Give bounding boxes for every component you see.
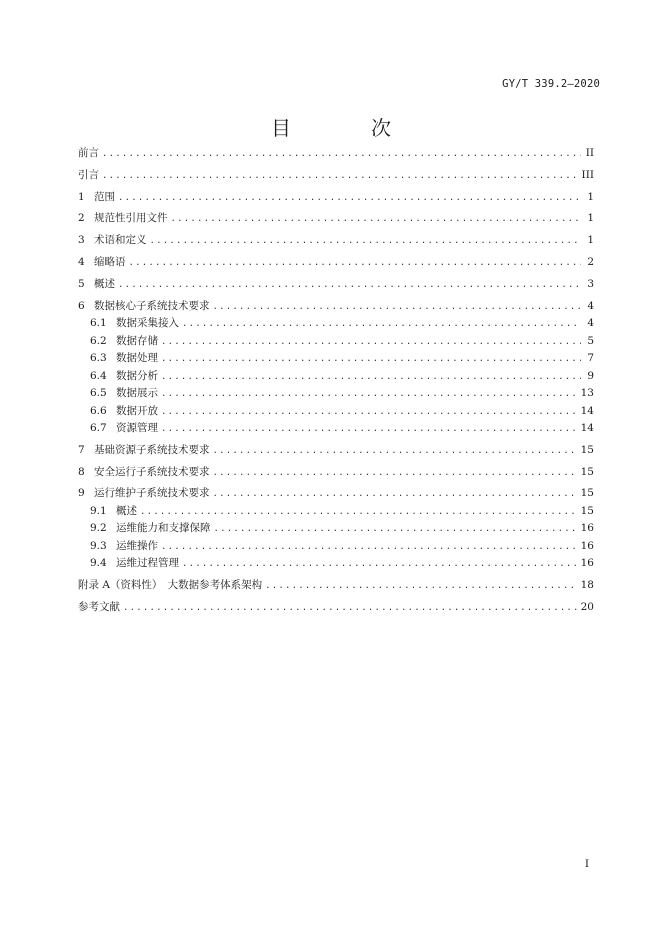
dot-leader	[161, 369, 581, 387]
table-of-contents	[78, 145, 594, 617]
toc-entry[interactable]	[78, 232, 594, 250]
dot-leader	[161, 351, 581, 369]
toc-entry[interactable]	[78, 385, 594, 403]
toc-entry-label: 运行维护子系统技术要求	[94, 487, 210, 500]
toc-entry-label: 前言	[78, 147, 99, 159]
dot-leader	[182, 316, 581, 334]
toc-entry-number: 5	[78, 277, 85, 290]
toc-entry[interactable]	[78, 538, 594, 556]
dot-leader	[213, 465, 578, 483]
toc-entry-label: 术语和定义	[94, 234, 147, 247]
toc-entry[interactable]	[78, 403, 594, 421]
dot-leader	[161, 404, 578, 422]
toc-entry[interactable]	[78, 577, 594, 595]
toc-entry-number: 3	[78, 234, 85, 247]
toc-entry[interactable]	[78, 167, 594, 185]
toc-entry-label: 运维能力和支撑保障	[116, 522, 211, 535]
toc-entry-page: 9	[587, 369, 594, 382]
toc-entry-page: 16	[580, 539, 594, 552]
toc-entry-page: III	[581, 168, 594, 181]
toc-entry-number: 9.1	[90, 504, 107, 517]
toc-entry[interactable]	[78, 442, 594, 460]
toc-entry-page: 1	[587, 234, 594, 247]
toc-entry-page: 18	[580, 579, 594, 592]
dot-leader	[213, 486, 578, 504]
toc-entry-label: 参考文献	[78, 601, 120, 614]
toc-entry-page: 4	[587, 299, 594, 312]
toc-entry-label: 运维过程管理	[116, 557, 179, 570]
dot-leader	[213, 299, 582, 317]
toc-entry-label: 数据采集接入	[116, 317, 179, 330]
toc-entry-number: 9.3	[90, 539, 107, 552]
toc-entry[interactable]	[78, 276, 594, 294]
toc-entry[interactable]	[78, 333, 594, 351]
toc-entry-number: 7	[78, 443, 85, 456]
toc-entry-label: 运维操作	[116, 539, 158, 552]
dot-leader	[102, 168, 579, 186]
dot-leader	[182, 556, 578, 574]
toc-entry-page: 3	[587, 277, 594, 290]
toc-entry-page: II	[585, 147, 594, 159]
toc-entry-label: 数据核心子系统技术要求	[94, 299, 210, 312]
dot-leader	[213, 443, 578, 461]
toc-entry-page: 13	[580, 387, 594, 400]
dot-leader	[161, 421, 578, 439]
toc-entry-page: 15	[580, 443, 594, 456]
toc-entry-label: 基础资源子系统技术要求	[94, 443, 210, 456]
toc-entry-page: 14	[580, 404, 594, 417]
toc-entry-label: 概述	[94, 277, 115, 290]
dot-leader	[265, 578, 577, 596]
toc-entry-number: 1	[78, 190, 85, 203]
dot-leader	[171, 211, 582, 229]
toc-entry-number: 6.6	[90, 404, 107, 417]
toc-entry-number: 6	[78, 299, 85, 312]
toc-entry-page: 15	[580, 504, 594, 517]
toc-entry-label: 资源管理	[116, 422, 158, 435]
toc-entry-page: 16	[580, 557, 594, 570]
toc-entry-number: 4	[78, 255, 85, 268]
toc-entry[interactable]	[78, 368, 594, 386]
toc-entry[interactable]	[78, 555, 594, 573]
toc-entry-number: 9	[78, 487, 85, 500]
dot-leader	[140, 504, 578, 522]
dot-leader	[129, 255, 582, 273]
toc-entry-page: 2	[587, 255, 594, 268]
toc-entry[interactable]	[78, 464, 594, 482]
page-number: I	[584, 858, 589, 870]
toc-entry[interactable]	[78, 315, 594, 333]
page-title: 目 次	[271, 116, 421, 140]
toc-entry[interactable]	[78, 350, 594, 368]
toc-entry-number: 6.7	[90, 422, 107, 435]
toc-entry-number: 6.3	[90, 352, 107, 365]
toc-entry-number: 6.2	[90, 334, 107, 347]
toc-entry-page: 5	[587, 334, 594, 347]
dot-leader	[123, 600, 578, 618]
toc-entry-number: 6.5	[90, 387, 107, 400]
toc-entry-label: 安全运行子系统技术要求	[94, 465, 210, 478]
toc-entry[interactable]	[78, 210, 594, 228]
toc-entry-page: 1	[587, 212, 594, 225]
dot-leader	[161, 539, 578, 557]
toc-entry-number: 6.1	[90, 317, 107, 330]
dot-leader	[161, 334, 581, 352]
toc-entry-page: 4	[587, 317, 594, 330]
toc-entry-label: 附录 A（资料性） 大数据参考体系架构	[78, 579, 263, 592]
toc-entry-page: 20	[580, 601, 594, 614]
dot-leader	[102, 146, 581, 164]
toc-entry-page: 15	[580, 487, 594, 500]
toc-entry[interactable]	[78, 420, 594, 438]
toc-entry-number: 2	[78, 212, 85, 225]
toc-entry-page: 14	[580, 422, 594, 435]
toc-entry[interactable]	[78, 485, 594, 503]
toc-entry-label: 数据存储	[116, 334, 158, 347]
toc-entry-page: 7	[587, 352, 594, 365]
toc-entry[interactable]	[78, 298, 594, 316]
dot-leader	[118, 190, 581, 208]
toc-entry-number: 9.2	[90, 522, 107, 535]
toc-entry[interactable]	[78, 145, 594, 163]
toc-entry[interactable]	[78, 503, 594, 521]
toc-entry-label: 规范性引用文件	[94, 212, 168, 225]
toc-entry-number: 8	[78, 465, 85, 478]
toc-entry-page: 1	[587, 190, 594, 203]
dot-leader	[214, 521, 578, 539]
toc-entry-label: 数据展示	[116, 387, 158, 400]
toc-entry-page: 16	[580, 522, 594, 535]
toc-entry-page: 15	[580, 465, 594, 478]
toc-entry[interactable]	[78, 189, 594, 207]
dot-leader	[150, 233, 582, 251]
toc-entry-label: 范围	[94, 190, 115, 203]
dot-leader	[161, 386, 578, 404]
toc-entry-label: 缩略语	[94, 255, 126, 268]
toc-entry[interactable]	[78, 520, 594, 538]
dot-leader	[118, 277, 581, 295]
toc-entry-label: 引言	[78, 168, 99, 181]
toc-entry-label: 数据开放	[116, 404, 158, 417]
standard-code: GY/T 339.2—2020	[502, 78, 600, 90]
toc-entry-number: 6.4	[90, 369, 107, 382]
toc-entry-label: 数据分析	[116, 369, 158, 382]
toc-entry[interactable]	[78, 254, 594, 272]
toc-entry-label: 数据处理	[116, 352, 158, 365]
toc-entry[interactable]	[78, 599, 594, 617]
toc-entry-label: 概述	[116, 504, 137, 517]
toc-entry-number: 9.4	[90, 557, 107, 570]
